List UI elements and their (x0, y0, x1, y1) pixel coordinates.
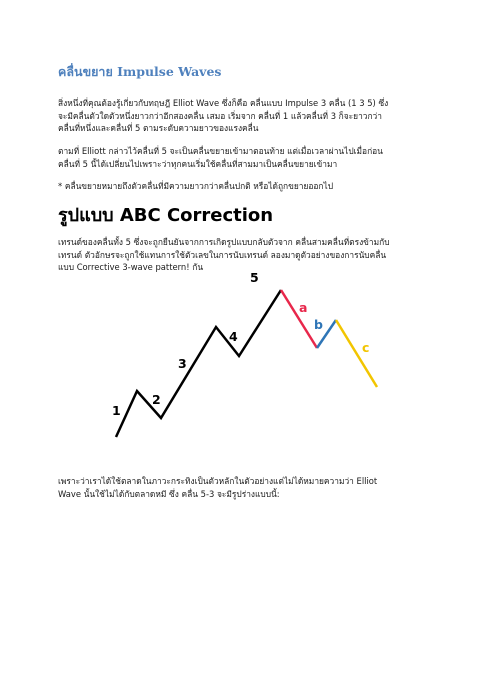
paragraph-line: ตามที่ Elliott กล่าวไว้คลื่นที่ 5 จะเป็นคลื่นขยายเข้ามาตอนท้าย แต่เมื่อเวลาผ่านไปเมื่อก่อน (58, 146, 383, 156)
abc-correction-heading: รูปแบบ ABC Correction (58, 205, 274, 226)
impulse-waves-heading: คลื่นขยาย Impulse Waves (58, 64, 222, 79)
paragraph-line: สิ่งหนึ่งที่คุณต้องรู้เกี่ยวกับทฤษฎี Elliot Wave ซึ่งก็คือ คลื่นแบบ Impulse 3 คลื่น (1 3 5) ซึ่ง (58, 98, 389, 108)
wave-c-line (336, 320, 377, 387)
paragraph-line: เทรนด์ ตัวอักษรจะถูกใช้แทนการใช้ตัวเลขในการนับเทรนด์ ลองมาดูตัวอย่างของการนับคลื่น (58, 249, 387, 260)
impulse-wave-line (116, 290, 281, 437)
paragraph-line: แบบ Corrective 3-wave pattern! กัน (58, 262, 204, 272)
paragraph-line: Wave นั้นใช้ไม่ได้กับตลาดหมี ซึ่ง คลื่น 5-3 จะมีรูปร่างแบบนี้: (58, 488, 280, 499)
wave-label-a: a (299, 300, 308, 315)
wave-label-1: 1 (112, 403, 121, 418)
bear-market-paragraph (58, 475, 428, 500)
paragraph-line: คลื่นที่หนึ่งและคลื่นที่ 5 ตามระดับความยาวของแรงคลื่น (58, 123, 259, 133)
paragraph-line: เทรนด์ของคลื่นทั้ง 5 ซึ่งจะถูกยืนยันจากการเกิดรูปแบบกลับตัวจาก คลื่นสามคลื่นที่ตรงข้ามกับ (58, 237, 390, 247)
footnote-line: * คลื่นขยายหมายถึงตัวคลื่นที่มีความยาวกว่าคลื่นปกติ หรือได้ถูกขยายออกไป (58, 181, 334, 191)
wave-label-4: 4 (229, 329, 238, 344)
wave-label-c: c (362, 340, 370, 355)
paragraph-line: คลื่นที่ 5 นี้ได้เปลี่ยนไปเพราะว่าทุกคนเริ่มใช้คลื่นที่สามมาเป็นคลื่นขยายเข้ามา (58, 158, 338, 169)
paragraph-line: จะมีคลื่นตัวใดตัวหนึ่งยาวกว่าอีกสองคลื่น เสมอ เริ่มจาก คลื่นที่ 1 แล้วคลื่นที่ 3 ก็จะยาวกว่า (58, 110, 382, 121)
paragraph-line: เพราะว่าเราได้ใช้ตลาดในภาวะกระทิงเป็นตัวหลักในตัวอย่างแต่ไม่ได้หมายความว่า Elliot (58, 476, 378, 486)
wave-label-2: 2 (152, 392, 161, 407)
wave-label-5: 5 (250, 270, 259, 285)
wave-label-3: 3 (178, 356, 187, 371)
wave-label-b: b (314, 317, 323, 332)
wave-a-line (281, 290, 317, 348)
